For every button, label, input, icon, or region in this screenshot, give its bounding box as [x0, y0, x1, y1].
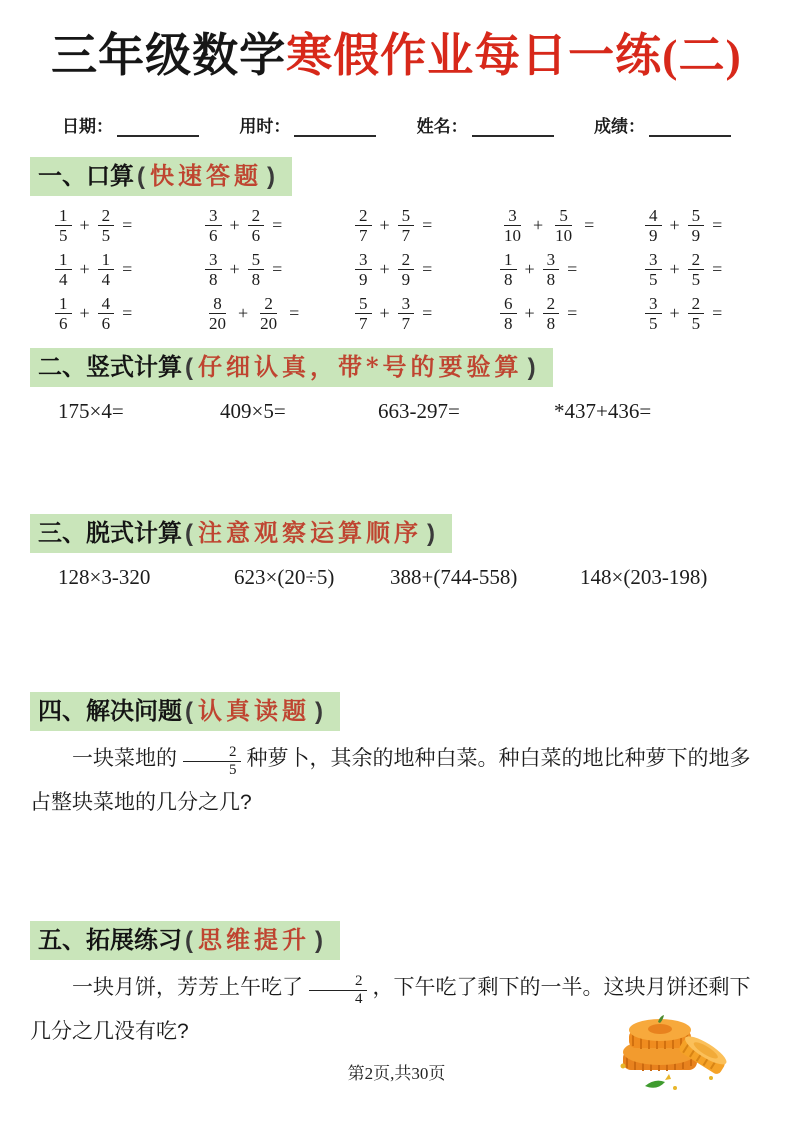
plus-sign: +	[669, 259, 680, 280]
oral-problem	[645, 204, 753, 248]
equals-sign: =	[567, 303, 578, 324]
vertical-problem-2: 409×5=	[220, 398, 286, 423]
fraction: $\frac{1}{6}$	[55, 294, 72, 333]
fraction: $\frac{5}{9}$	[688, 206, 705, 245]
section-2-header	[30, 348, 553, 387]
vertical-problem-4: *437+436=	[554, 398, 652, 423]
open-paren: (	[185, 353, 193, 381]
fraction: $\frac{2}{9}$	[398, 250, 415, 289]
section-5-note: 思维提升	[198, 924, 310, 954]
word-problem-4-text-before: 一块菜地的	[72, 746, 177, 770]
open-paren: (	[185, 926, 193, 954]
fraction: $\frac{5}{10}$	[555, 206, 573, 246]
fraction: $\frac{2}{5}$	[183, 744, 241, 778]
fraction: $\frac{5}{7}$	[355, 294, 372, 333]
stepwise-problem-3: 388+(744-558)	[390, 564, 518, 589]
fraction: $\frac{1}{5}$	[55, 206, 72, 245]
fraction: $\frac{2}{5}$	[688, 294, 705, 333]
fraction: $\frac{3}{9}$	[355, 250, 372, 289]
fraction: $\frac{2}{6}$	[248, 206, 265, 245]
equals-sign: =	[567, 259, 578, 280]
section-1-note: 快速答题	[150, 160, 262, 190]
equals-sign: =	[122, 303, 133, 324]
equals-sign: =	[289, 303, 300, 324]
equals-sign: =	[122, 215, 133, 236]
plus-sign: +	[79, 259, 90, 280]
work-space	[0, 825, 793, 921]
equals-sign: =	[272, 215, 283, 236]
stepwise-calculation-problems	[58, 565, 763, 590]
score-field	[594, 112, 731, 137]
time-used-blank-line	[294, 118, 376, 137]
page-number: 第2页,共30页	[347, 1064, 446, 1083]
oral-problem	[355, 204, 500, 248]
section-4-header	[30, 692, 340, 731]
fraction: $\frac{2}{7}$	[355, 206, 372, 245]
oral-problem	[355, 292, 500, 336]
section-4-note: 认真读题	[198, 695, 310, 725]
fraction: $\frac{1}{8}$	[500, 250, 517, 289]
plus-sign: +	[669, 303, 680, 324]
score-label: 成绩：	[593, 116, 645, 136]
fraction: $\frac{3}{5}$	[645, 294, 662, 333]
oral-problem	[355, 248, 500, 292]
close-paren: )	[315, 697, 323, 725]
word-problem-5-text-after: ，下午吃了剩下的一半。这块月饼还剩下几分之几没有吃?	[30, 975, 751, 1043]
oral-problem	[645, 248, 753, 292]
name-label: 姓名：	[416, 116, 468, 136]
score-blank-line	[649, 118, 731, 137]
oral-problem	[205, 248, 355, 292]
oral-problem	[500, 248, 645, 292]
oral-problem	[55, 292, 205, 336]
fraction: $\frac{6}{8}$	[500, 294, 517, 333]
open-paren: (	[185, 519, 193, 547]
fraction: $\frac{3}{8}$	[205, 250, 222, 289]
plus-sign: +	[79, 215, 90, 236]
plus-sign: +	[524, 303, 535, 324]
section-5-header	[30, 921, 340, 960]
equals-sign: =	[422, 303, 433, 324]
name-field	[417, 112, 554, 137]
fraction: $\frac{2}{4}$	[309, 973, 367, 1007]
date-blank-line	[117, 118, 199, 137]
fraction: $\frac{4}{6}$	[98, 294, 115, 333]
oral-problem	[645, 292, 753, 336]
fraction: $\frac{3}{6}$	[205, 206, 222, 245]
vertical-problem-3: 663-297=	[378, 398, 460, 423]
fraction: $\frac{3}{10}$	[504, 206, 521, 246]
fraction: $\frac{5}{8}$	[248, 250, 265, 289]
fraction: $\frac{3}{7}$	[398, 294, 415, 333]
time-used-label: 用时：	[239, 116, 291, 136]
page-title	[0, 0, 793, 86]
info-form	[62, 112, 731, 137]
word-problem-4	[30, 737, 765, 825]
plus-sign: +	[524, 259, 535, 280]
section-3-header	[30, 514, 452, 553]
mooncake-illustration	[615, 1008, 727, 1100]
plus-sign: +	[379, 303, 390, 324]
plus-sign: +	[229, 215, 240, 236]
section-2-note: 仔细认真，带*号的要验算	[198, 351, 523, 381]
fraction: $\frac{2}{8}$	[543, 294, 560, 333]
date-label: 日期：	[62, 116, 113, 136]
section-5-title: 五、拓展练习	[38, 926, 182, 954]
oral-problem	[205, 204, 355, 248]
equals-sign: =	[272, 259, 283, 280]
fraction: $\frac{1}{4}$	[98, 250, 115, 289]
oral-calculation-grid	[55, 204, 753, 336]
fraction: $\frac{2}{5}$	[98, 206, 115, 245]
open-paren: (	[185, 697, 193, 725]
oral-problem	[205, 292, 355, 336]
equals-sign: =	[712, 303, 723, 324]
plus-sign: +	[379, 215, 390, 236]
close-paren: )	[267, 162, 275, 190]
close-paren: )	[315, 926, 323, 954]
fraction: $\frac{3}{8}$	[543, 250, 560, 289]
plus-sign: +	[533, 215, 544, 236]
equals-sign: =	[422, 259, 433, 280]
work-space	[0, 424, 793, 514]
section-4-title: 四、解决问题	[38, 697, 182, 725]
equals-sign: =	[122, 259, 133, 280]
fraction: $\frac{5}{7}$	[398, 206, 415, 245]
fraction: $\frac{2}{5}$	[688, 250, 705, 289]
title-grade-subject: 三年级数学	[51, 30, 287, 81]
oral-problem	[55, 204, 205, 248]
vertical-problem-1: 175×4=	[58, 398, 124, 423]
plus-sign: +	[669, 215, 680, 236]
fraction: $\frac{8}{20}$	[209, 294, 226, 334]
title-topic: 寒假作业每日一练(二)	[286, 30, 742, 81]
fraction: $\frac{2}{20}$	[260, 294, 278, 334]
vertical-calculation-problems	[58, 399, 763, 424]
section-1-title: 一、口算	[38, 162, 134, 190]
section-1-header	[30, 157, 292, 196]
section-3-title: 三、脱式计算	[38, 519, 182, 547]
word-problem-4-text-after: 种萝卜，其余的地种白菜。种白菜的地比种萝下的地多占整块菜地的几分之几?	[30, 746, 751, 814]
stepwise-problem-4: 148×(203-198)	[580, 564, 708, 589]
equals-sign: =	[422, 215, 433, 236]
name-blank-line	[472, 118, 554, 137]
plus-sign: +	[79, 303, 90, 324]
plus-sign: +	[379, 259, 390, 280]
fraction: $\frac{4}{9}$	[645, 206, 662, 245]
close-paren: )	[427, 519, 435, 547]
section-2-title: 二、竖式计算	[38, 353, 182, 381]
fraction: $\frac{1}{4}$	[55, 250, 72, 289]
equals-sign: =	[584, 215, 595, 236]
section-3-note: 注意观察运算顺序	[198, 517, 422, 547]
open-paren: (	[137, 162, 145, 190]
plus-sign: +	[238, 303, 249, 324]
close-paren: )	[527, 353, 536, 381]
word-problem-5-text-before: 一块月饼，芳芳上午吃了	[72, 975, 303, 999]
oral-problem	[500, 292, 645, 336]
equals-sign: =	[712, 259, 723, 280]
oral-problem	[55, 248, 205, 292]
oral-problem	[500, 204, 645, 248]
stepwise-problem-1: 128×3-320	[58, 564, 151, 589]
plus-sign: +	[229, 259, 240, 280]
date-field	[62, 112, 199, 137]
stepwise-problem-2: 623×(20÷5)	[234, 564, 335, 589]
fraction: $\frac{3}{5}$	[645, 250, 662, 289]
equals-sign: =	[712, 215, 723, 236]
time-used-field	[239, 112, 376, 137]
work-space	[0, 590, 793, 692]
